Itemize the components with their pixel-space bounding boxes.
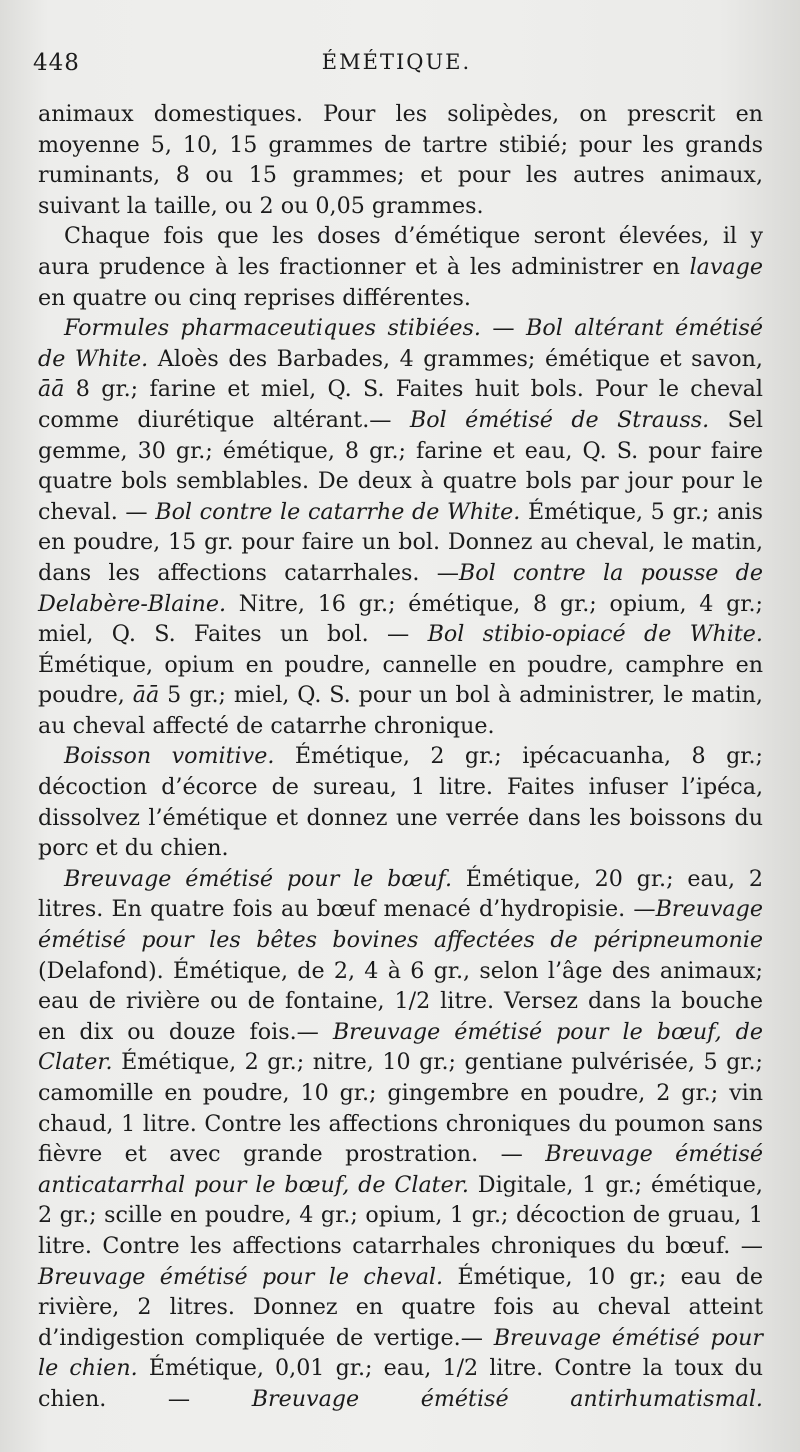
text-run: Émétique, 10 gr.; eau de rivière, 2 litres. Donnez en quatre fois au cheval atteint d’indigestion compliquée de vertige.— bbox=[38, 1263, 763, 1351]
italic-run: Breuvage émétisé antirhumatismal. bbox=[251, 1385, 763, 1412]
italic-run: Breuvage émétisé pour les bêtes bovines affectées de péripneumonie bbox=[38, 896, 763, 954]
page-header bbox=[33, 50, 760, 84]
text-run: Nitre, 16 gr.; émétique, 8 gr.; opium, 4 gr.; miel, Q. S. Faites un bol. — bbox=[38, 590, 763, 648]
italic-run: Bol altérant émétisé de White. bbox=[38, 315, 763, 372]
page-number: 448 bbox=[33, 50, 80, 76]
paragraph-boisson-vomitive bbox=[38, 741, 763, 863]
italic-run: Formules pharmaceutiques stibiées. bbox=[64, 315, 481, 342]
text-run: Digitale, 1 gr.; émétique, 2 gr.; scille en poudre, 4 gr.; opium, 1 gr.; décoction de gruau, 1 litre. Contre les affections catarrhales chroniques du bœuf. — bbox=[38, 1171, 763, 1259]
paragraph-dosage-prudence bbox=[38, 221, 763, 313]
italic-run: āā bbox=[132, 682, 160, 709]
paragraph-breuvages bbox=[38, 864, 763, 1415]
italic-run: Breuvage émétisé pour le bœuf. bbox=[64, 865, 453, 892]
italic-run: lavage bbox=[689, 253, 763, 280]
italic-run: Breuvage émétisé anticatarrhal pour le bœuf, de Clater. bbox=[38, 1141, 764, 1198]
italic-run: Bol émétisé de Strauss. bbox=[409, 406, 710, 433]
italic-run: Breuvage émétisé pour le bœuf, de Clater. bbox=[38, 1018, 763, 1076]
text-run: Émétique, 2 gr.; nitre, 10 gr.; gentiane pulvérisée, 5 gr.; camomille en poudre, 10 gr.; gingembre en poudre, 2 gr.; vin chaud, 1 litre. Contre les affections chroniques du poumon sans fièvre et avec grande prostration. — bbox=[38, 1049, 763, 1168]
paragraph-continuation bbox=[38, 99, 763, 221]
text-run: animaux domestiques. Pour les solipèdes, on prescrit en moyenne 5, 10, 15 grammes de tartre stibié; pour les grands ruminants, 8 ou 15 grammes; et pour les autres animaux, suivant la taille, ou 2 ou 0,05 grammes. bbox=[38, 101, 763, 219]
text-run: (Delafond). Émétique, de 2, 4 à 6 gr., selon l’âge des animaux; eau de rivière ou de fontaine, 1/2 litre. Versez dans la bouche en dix ou douze fois.— bbox=[38, 957, 763, 1045]
paragraph-bol-formulas bbox=[38, 313, 763, 741]
italic-run: Bol stibio-opiacé de White. bbox=[427, 621, 763, 648]
italic-run: āā bbox=[38, 376, 65, 403]
italic-run: Breuvage émétisé pour le chien. bbox=[38, 1324, 763, 1382]
text-run: Émétique, 2 gr.; ipécacuanha, 8 gr.; décoction d’écorce de sureau, 1 litre. Faites infuser l’ipéca, dissolvez l’émétique et donnez une verrée dans les boissons du porc et du chien. bbox=[38, 743, 763, 862]
text-run: 5 gr.; miel, Q. S. pour un bol à administrer, le matin, au cheval affecté de catarrhe chronique. bbox=[38, 682, 763, 739]
italic-run: Bol contre le catarrhe de White. bbox=[155, 498, 521, 525]
text-run: Émétique, opium en poudre, cannelle en poudre, camphre en poudre, bbox=[38, 651, 763, 709]
italic-run: Breuvage émétisé pour le cheval. bbox=[38, 1263, 444, 1290]
italic-run: Boisson vomitive. bbox=[64, 743, 275, 770]
text-run: 8 gr.; farine et miel, Q. S. Faites huit bols. Pour le cheval comme diurétique altérant.— bbox=[38, 376, 763, 433]
italic-run: Bol contre la pousse de Delabère-Blaine. bbox=[38, 559, 763, 617]
text-run: Aloès des Barbades, 4 grammes; émétique et savon, bbox=[148, 345, 763, 372]
text-run: — bbox=[480, 315, 527, 342]
text-run: Émétique, 20 gr.; eau, 2 litres. En quatre fois au bœuf menacé d’hydropisie. — bbox=[38, 865, 763, 923]
text-run: Émétique, 0,01 gr.; eau, 1/2 litre. Contre la toux du chien. — bbox=[38, 1355, 763, 1412]
text-run: Chaque fois que les doses d’émétique seront élevées, il y aura prudence à les fractionner et à les administrer en bbox=[38, 223, 763, 280]
text-run: en quatre ou cinq reprises différentes. bbox=[38, 284, 471, 311]
body-text bbox=[38, 99, 763, 1415]
text-run: Sel gemme, 30 gr.; émétique, 8 gr.; farine et eau, Q. S. pour faire quatre bols semblables. De deux à quatre bols par jour pour le cheval. — bbox=[38, 406, 764, 525]
text-run: Émétique, 5 gr.; anis en poudre, 15 gr. pour faire un bol. Donnez au cheval, le matin, dans les affections catarrhales. — bbox=[38, 498, 764, 586]
running-title: ÉMÉTIQUE. bbox=[321, 50, 472, 74]
